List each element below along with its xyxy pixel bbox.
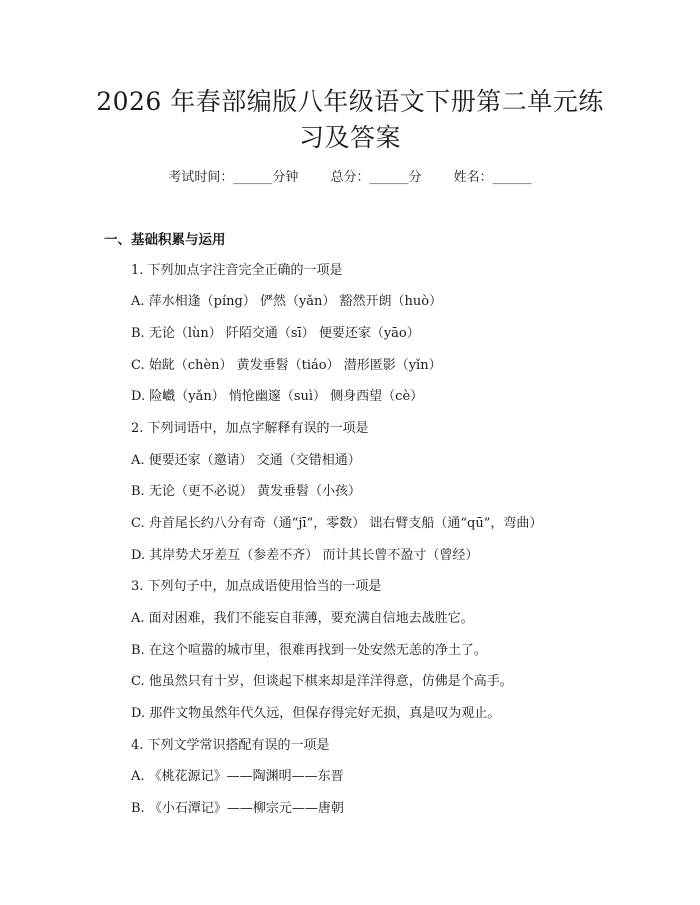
q4-option-b: B. 《小石潭记》——柳宗元——唐朝 — [131, 801, 344, 816]
exam-info — [0, 168, 700, 188]
total-score: 总分：______分 — [330, 170, 422, 185]
q1-option-d: D. 险巇（yǎn） 悄怆幽邃（suì） 侧身西望（cè） — [131, 389, 424, 404]
page-title-line-2: 习及答案 — [298, 123, 401, 152]
q4-option-a: A. 《桃花源记》——陶渊明——东晋 — [131, 769, 344, 784]
section-heading: 一、基础积累与运用 — [104, 232, 226, 248]
q3-option-b: B. 在这个喧嚣的城市里，很难再找到一处安然无恙的净土了。 — [131, 643, 487, 658]
q1-option-b: B. 无论（lùn） 阡陌交通（sī） 便要还家（yāo） — [131, 326, 420, 341]
question-3: 3. 下列句子中，加点成语使用恰当的一项是 — [131, 579, 382, 594]
q3-option-c: C. 他虽然只有十岁，但谈起下棋来却是洋洋得意，仿佛是个高手。 — [131, 674, 513, 689]
q1-option-c: C. 始龀（chèn） 黄发垂髫（tiáo） 潜形匿影（yǐn） — [131, 358, 442, 373]
question-4: 4. 下列文学常识搭配有误的一项是 — [131, 738, 330, 753]
q3-option-a: A. 面对困难，我们不能妄自菲薄，要充满自信地去战胜它。 — [131, 611, 474, 626]
exam-time: 考试时间：______分钟 — [168, 170, 299, 185]
q3-option-d: D. 那件文物虽然年代久远，但保存得完好无损，真是叹为观止。 — [131, 706, 501, 721]
q2-option-b: B. 无论（更不必说） 黄发垂髫（小孩） — [131, 484, 361, 499]
q2-option-d: D. 其岸势犬牙差互（参差不齐） 而计其长曾不盈寸（曾经） — [131, 548, 479, 563]
question-2: 2. 下列词语中，加点字解释有误的一项是 — [131, 421, 369, 436]
page-title-line-1: 2026 年春部编版八年级语文下册第二单元练 — [96, 87, 604, 116]
student-name: 姓名：______ — [453, 170, 532, 185]
question-1: 1. 下列加点字注音完全正确的一项是 — [131, 263, 343, 278]
q2-option-a: A. 便要还家（邀请） 交通（交错相通） — [131, 453, 361, 468]
q2-option-c: C. 舟首尾长约八分有奇（通“jī”，零数） 诎右臂支船（通“qū”，弯曲） — [131, 516, 543, 531]
q1-option-a: A. 萍水相逢（píng） 俨然（yǎn） 豁然开朗（huò） — [131, 294, 443, 309]
